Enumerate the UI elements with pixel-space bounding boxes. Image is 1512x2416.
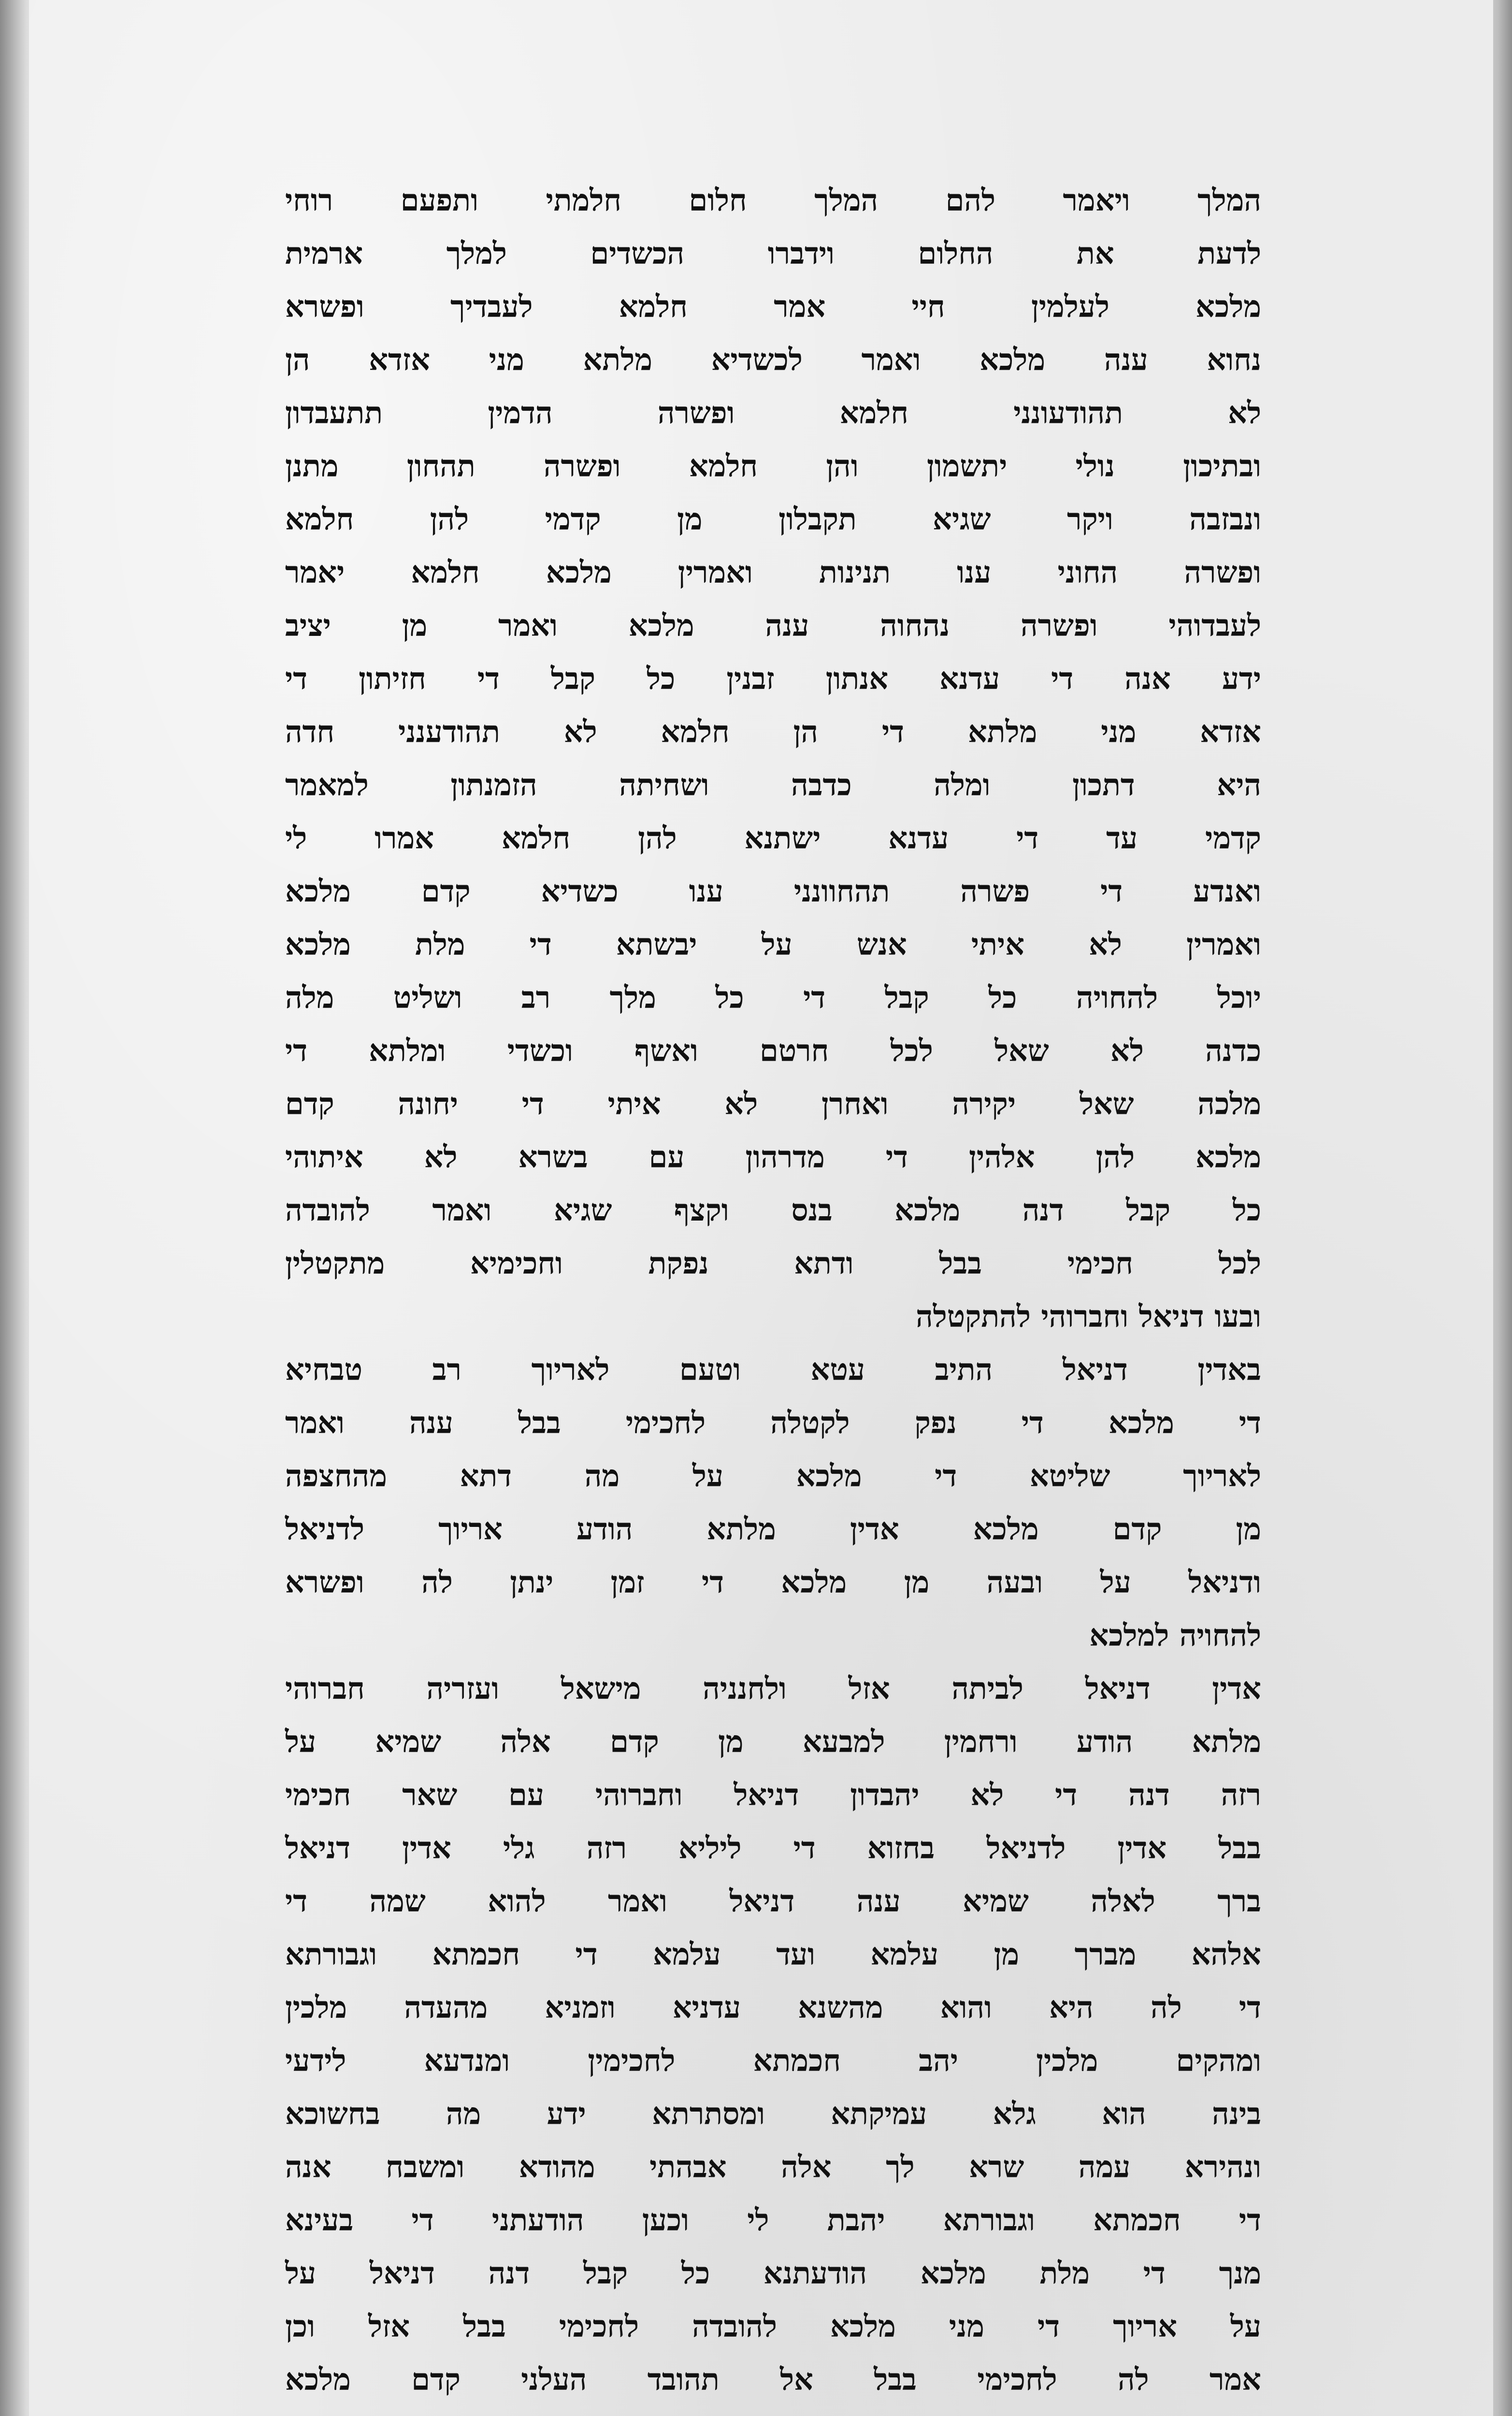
text-line: ונהירא עמה שרא לך אלה אבהתי מהודא ומשבח אנה <box>285 2149 1261 2185</box>
text-line: בבל אדין לדניאל בחזוא די ליליא רזה גלי אדין דניאל <box>285 1830 1261 1866</box>
text-line: מלכה שאל יקירה ואחרן לא איתי די יחונה קדם <box>285 1086 1261 1122</box>
text-line: באדין דניאל התיב עטא וטעם לאריוך רב טבחיא <box>285 1352 1261 1387</box>
text-line: לאריוך שליטא די מלכא על מה דתא מהחצפה <box>285 1458 1261 1494</box>
text-line: מנך די מלת מלכא הודעתנא כל קבל דנה דניאל על <box>285 2256 1261 2291</box>
text-line: ומהקים מלכין יהב חכמתא לחכימין ומנדעא לידעי <box>285 2043 1261 2078</box>
text-line: כדנה לא שאל לכל חרטם ואשף וכשדי ומלתא די <box>285 1033 1261 1068</box>
text-line: ידע אנה די עדנא אנתון זבנין כל קבל די חזיתון די <box>285 661 1261 696</box>
text-line: כל קבל דנה מלכא בנס וקצף שגיא ואמר להובדה <box>285 1193 1261 1228</box>
text-line: המלך ויאמר להם המלך חלום חלמתי ותפעם רוחי <box>285 183 1261 218</box>
text-line: יוכל להחויה כל קבל די כל מלך רב ושליט מלה <box>285 980 1261 1015</box>
text-line: די מלכא די נפק לקטלה לחכימי בבל ענה ואמר <box>285 1405 1261 1440</box>
text-line: לדעת את החלום וידברו הכשדים למלך ארמית <box>285 236 1261 271</box>
text-line: אדין דניאל לביתה אזל ולחנניה מישאל ועזריה חברוהי <box>285 1671 1261 1706</box>
text-line: לעבדוהי ופשרה נהחוה ענה מלכא ואמר מן יציב <box>285 608 1261 643</box>
text-line: מלכא לעלמין חיי אמר חלמא לעבדיך ופשרא <box>285 289 1261 324</box>
text-line: אלהא מברך מן עלמא ועד עלמא די חכמתא וגבורתא <box>285 1937 1261 1972</box>
text-line: ופשרה החוני ענו תנינות ואמרין מלכא חלמא יאמר <box>285 555 1261 590</box>
text-line: רזה דנה די לא יהבדון דניאל וחברוהי עם שאר חכימי <box>285 1777 1261 1812</box>
text-line: די לה היא והוא מהשנא עדניא וזמניא מהעדה מלכין <box>285 1990 1261 2025</box>
text-line: ואנדע די פשרה תהחוונני ענו כשדיא קדם מלכא <box>285 874 1261 909</box>
text-line: לכל חכימי בבל ודתא נפקת וחכימיא מתקטלין <box>285 1246 1261 1281</box>
text-line: אמר לה לחכימי בבל אל תהובד העלני קדם מלכא <box>285 2362 1261 2397</box>
text-line: בינה הוא גלא עמיקתא ומסתרתא ידע מה בחשוכא <box>285 2096 1261 2131</box>
text-line: אזדא מני מלתא די הן חלמא לא תהודענני חדה <box>285 714 1261 749</box>
text-line: לא תהודעונני חלמא ופשרה הדמין תתעבדון <box>285 395 1261 431</box>
text-line: מלכא להן אלהין די מדרהון עם בשרא לא איתוהי <box>285 1139 1261 1175</box>
text-line: ובעו דניאל וחברוהי להתקטלה <box>916 1299 1261 1334</box>
text-line: להחויה למלכא <box>1089 1618 1261 1653</box>
text-line: ברך לאלה שמיא ענה דניאל ואמר להוא שמה די <box>285 1884 1261 1919</box>
text-line: ואמרין לא איתי אנש על יבשתא די מלת מלכא <box>285 927 1261 962</box>
text-line: ובתיכון נולי יתשמון והן חלמא ופשרה תהחון מתנן <box>285 448 1261 484</box>
text-line: מלתא הודע ורחמין למבעא מן קדם אלה שמיא על <box>285 1724 1261 1759</box>
text-line: נחוא ענה מלכא ואמר לכשדיא מלתא מני אזדא הן <box>285 342 1261 377</box>
text-line: די חכמתא וגבורתא יהבת לי וכען הודעתני די בעינא <box>285 2202 1261 2238</box>
text-line: היא דתכון ומלה כדבה ושחיתה הזמנתון למאמר <box>285 767 1261 803</box>
text-line: ודניאל על ובעה מן מלכא די זמן ינתן לה ופשרא <box>285 1565 1261 1600</box>
text-line: על אריוך די מני מלכא להובדה לחכימי בבל אזל וכן <box>285 2309 1261 2344</box>
text-column <box>285 174 1261 2406</box>
text-line: מן קדם מלכא אדין מלתא הודע אריוך לדניאל <box>285 1511 1261 1547</box>
text-line: ונבזבה ויקר שגיא תקבלון מן קדמי להן חלמא <box>285 502 1261 537</box>
text-line: קדמי עד די עדנא ישתנא להן חלמא אמרו לי <box>285 820 1261 856</box>
